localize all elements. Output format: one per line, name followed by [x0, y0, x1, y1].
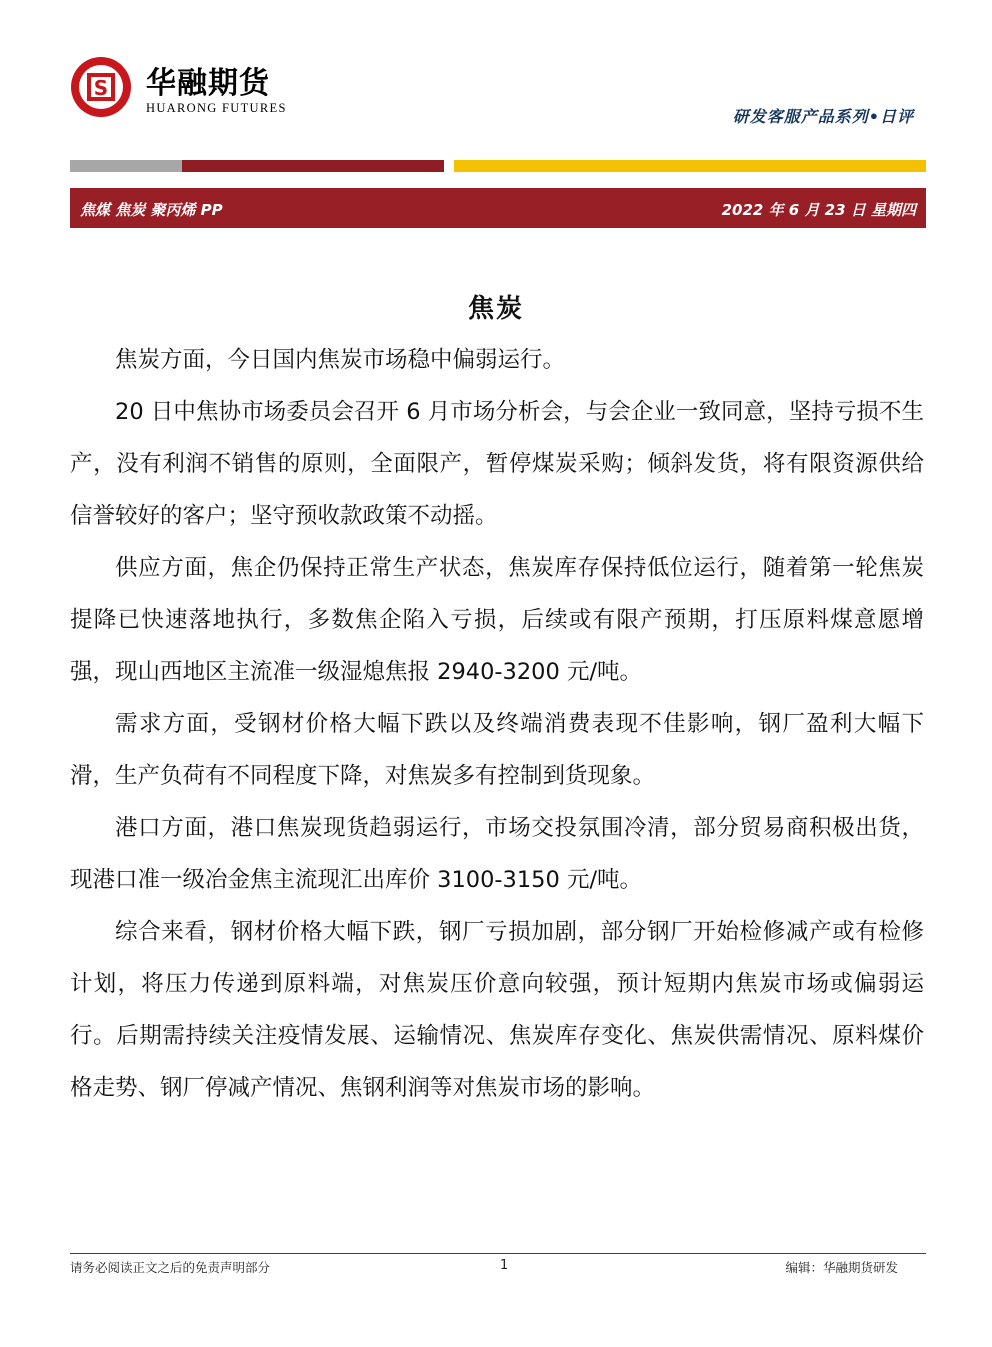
page-header: [0, 0, 992, 240]
footer-divider: [70, 1253, 926, 1254]
category-ribbon: [70, 188, 926, 228]
logo-letter: S: [93, 76, 109, 100]
ribbon-categories: 焦煤 焦炭 聚丙烯 PP: [80, 201, 223, 219]
decor-bar-yellow: [454, 160, 926, 172]
decor-bar-red: [182, 160, 444, 172]
ribbon-date: 2022 年 6 月 23 日 星期四: [721, 201, 916, 219]
page-number: 1: [500, 1258, 509, 1273]
document-title: 焦炭: [467, 294, 524, 324]
footer-editor: 编辑：华融期货研发: [785, 1260, 898, 1275]
paragraph: 20 日中焦协市场委员会召开 6 月市场分析会，与会企业一致同意，坚持亏损不生产，没有利润不销售的原则，全面限产，暂停煤炭采购；倾斜发货，将有限资源供给信誉较好的客户；坚守预收款政策不动摇。: [70, 399, 924, 529]
decor-bar-gray: [70, 160, 182, 172]
report-series: 研发客服产品系列•日评: [732, 107, 914, 126]
paragraph: 需求方面，受钢材价格大幅下跌以及终端消费表现不佳影响，钢厂盈利大幅下滑，生产负荷有不同程度下降，对焦炭多有控制到货现象。: [70, 711, 924, 789]
brand-name-cn: 华融期货: [146, 66, 270, 101]
brand-name-en: HUARONG FUTURES: [146, 101, 287, 115]
huarong-logo-icon: [70, 56, 132, 118]
footer-disclaimer: 请务必阅读正文之后的免责声明部分: [70, 1260, 271, 1275]
paragraph: 综合来看，钢材价格大幅下跌，钢厂亏损加剧，部分钢厂开始检修减产或有检修计划，将压力传递到原料端，对焦炭压价意向较强，预计短期内焦炭市场或偏弱运行。后期需持续关注疫情发展、运输情况、焦炭库存变化、焦炭供需情况、原料煤价格走势、钢厂停减产情况、焦钢利润等对焦炭市场的影响。: [70, 919, 924, 1101]
paragraph: 焦炭方面，今日国内焦炭市场稳中偏弱运行。: [115, 347, 566, 373]
document-body: [70, 334, 924, 1114]
paragraph: 供应方面，焦企仍保持正常生产状态，焦炭库存保持低位运行，随着第一轮焦炭提降已快速落地执行，多数焦企陷入亏损，后续或有限产预期，打压原料煤意愿增强，现山西地区主流准一级湿熄焦报 2940-3200 元/吨。: [70, 555, 924, 685]
paragraph: 港口方面，港口焦炭现货趋弱运行，市场交投氛围冷清，部分贸易商积极出货，现港口准一级冶金焦主流现汇出库价 3100-3150 元/吨。: [70, 815, 924, 893]
